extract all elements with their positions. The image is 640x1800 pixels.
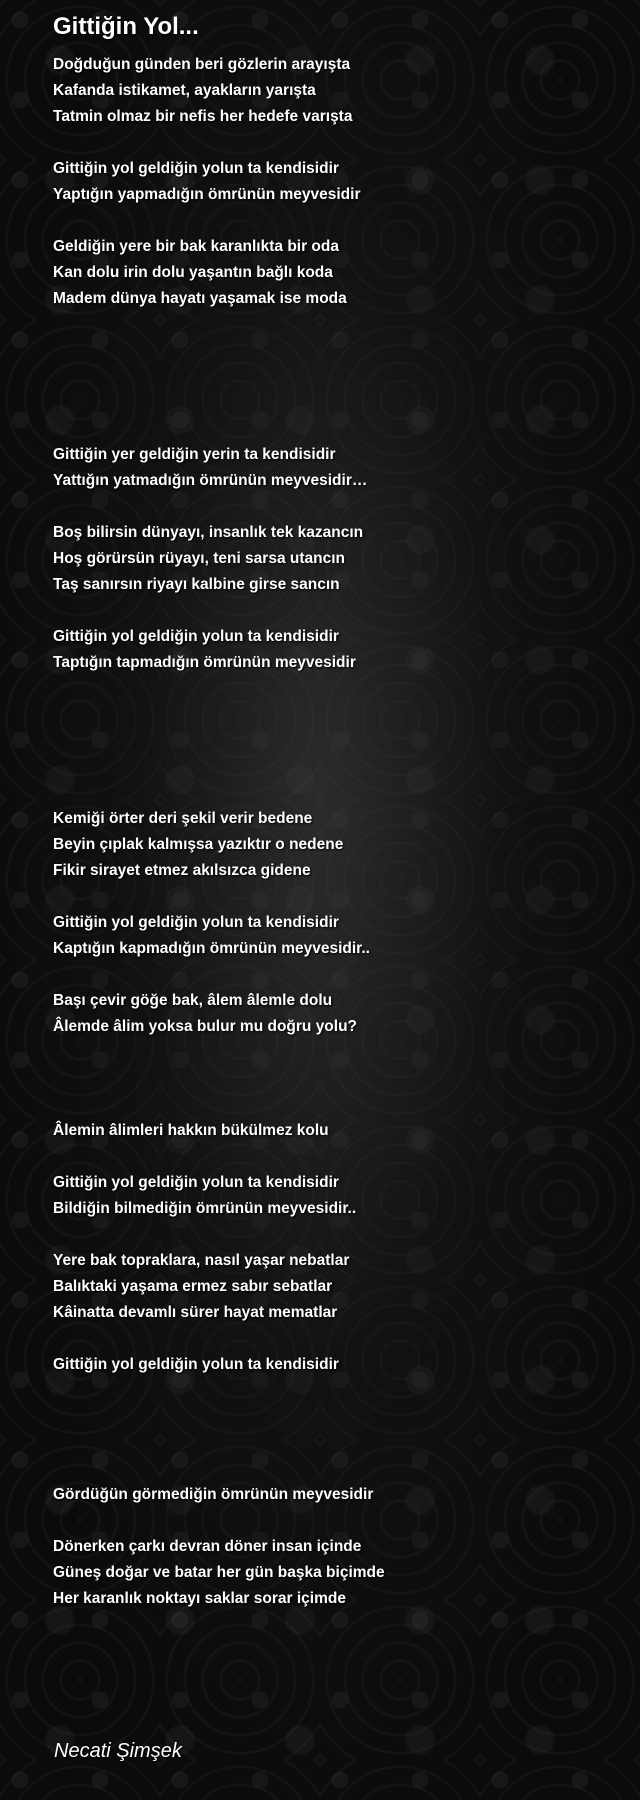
poem-line: Yattığın yatmadığın ömrünün meyvesidir… xyxy=(53,472,368,489)
poem-line xyxy=(53,1404,613,1430)
poem-line: Her karanlık noktayı saklar sorar içimde xyxy=(53,1590,346,1607)
poem-line: Yere bak topraklara, nasıl yaşar nebatlar xyxy=(53,1252,350,1269)
poem-line: Gittiğin yol geldiğin yolun ta kendisidir xyxy=(53,914,339,931)
poem-title: Gittiğin Yol... xyxy=(53,13,199,40)
poem-line xyxy=(53,1144,613,1170)
poem-line xyxy=(53,754,613,780)
poem-line xyxy=(53,884,613,910)
author-name: Necati Şimşek xyxy=(54,1740,182,1762)
poem-line xyxy=(53,494,613,520)
poem-line xyxy=(53,312,613,338)
poem-line: Boş bilirsin dünyayı, insanlık tek kazancın xyxy=(53,524,364,541)
poem-line xyxy=(53,390,613,416)
poem-line xyxy=(53,1040,613,1066)
poem-line xyxy=(53,1066,613,1092)
poem-line xyxy=(53,598,613,624)
poem-line: Gördüğün görmediğin ömrünün meyvesidir xyxy=(53,1486,374,1503)
poem-line: Gittiğin yer geldiğin yerin ta kendisidir xyxy=(53,446,336,463)
poem-line: Âlemde âlim yoksa bulur mu doğru yolu? xyxy=(53,1018,358,1035)
poem-line: Tatmin olmaz bir nefis her hedefe varışta xyxy=(53,108,353,125)
poem-line: Madem dünya hayatı yaşamak ise moda xyxy=(53,290,347,307)
poem-line xyxy=(53,1430,613,1456)
poem-line xyxy=(53,1508,613,1534)
poem xyxy=(53,12,613,1612)
poem-line: Kaptığın kapmadığın ömrünün meyvesidir.. xyxy=(53,940,370,957)
poem-line: Doğduğun günden beri gözlerin arayışta xyxy=(53,56,351,73)
poem-line xyxy=(53,1222,613,1248)
poem-line: Başı çevir göğe bak, âlem âlemle dolu xyxy=(53,992,333,1009)
poem-line: Âlemin âlimleri hakkın bükülmez kolu xyxy=(53,1122,329,1139)
poem-line xyxy=(53,208,613,234)
poem-line: Beyin çıplak kalmışsa yazıktır o nedene xyxy=(53,836,344,853)
poem-line: Dönerken çarkı devran döner insan içinde xyxy=(53,1538,362,1555)
poem-line xyxy=(53,1326,613,1352)
poem-line xyxy=(53,702,613,728)
poem-line xyxy=(53,728,613,754)
poem-body xyxy=(53,52,613,1612)
poem-line: Gittiğin yol geldiğin yolun ta kendisidir xyxy=(53,628,339,645)
poem-line: Güneş doğar ve batar her gün başka biçimde xyxy=(53,1564,385,1581)
poem-line: Kan dolu irin dolu yaşantın bağlı koda xyxy=(53,264,333,281)
poem-line: Fikir sirayet etmez akılsızca gidene xyxy=(53,862,311,879)
poem-line xyxy=(53,364,613,390)
poem-line xyxy=(53,1456,613,1482)
poem-line: Hoş görürsün rüyayı, teni sarsa utancın xyxy=(53,550,345,567)
poem-line xyxy=(53,130,613,156)
poem-line: Gittiğin yol geldiğin yolun ta kendisidir xyxy=(53,1356,339,1373)
poem-line: Bildiğin bilmediğin ömrünün meyvesidir.. xyxy=(53,1200,357,1217)
poem-line: Balıktaki yaşama ermez sabır sebatlar xyxy=(53,1278,333,1295)
poem-line: Gittiğin yol geldiğin yolun ta kendisidir xyxy=(53,160,339,177)
poem-line xyxy=(53,962,613,988)
poem-line xyxy=(53,1378,613,1404)
poem-line xyxy=(53,338,613,364)
poem-line xyxy=(53,676,613,702)
poem-line: Gittiğin yol geldiğin yolun ta kendisidir xyxy=(53,1174,339,1191)
poem-line: Kâinatta devamlı sürer hayat mematlar xyxy=(53,1304,338,1321)
poem-line xyxy=(53,416,613,442)
poem-line: Taş sanırsın riyayı kalbine girse sancın xyxy=(53,576,340,593)
poem-line: Kemiği örter deri şekil verir bedene xyxy=(53,810,313,827)
poem-line: Geldiğin yere bir bak karanlıkta bir oda xyxy=(53,238,339,255)
poem-line xyxy=(53,1092,613,1118)
poem-line: Kafanda istikamet, ayakların yarışta xyxy=(53,82,316,99)
poem-line: Yaptığın yapmadığın ömrünün meyvesidir xyxy=(53,186,361,203)
poem-line: Taptığın tapmadığın ömrünün meyvesidir xyxy=(53,654,356,671)
poem-line xyxy=(53,780,613,806)
